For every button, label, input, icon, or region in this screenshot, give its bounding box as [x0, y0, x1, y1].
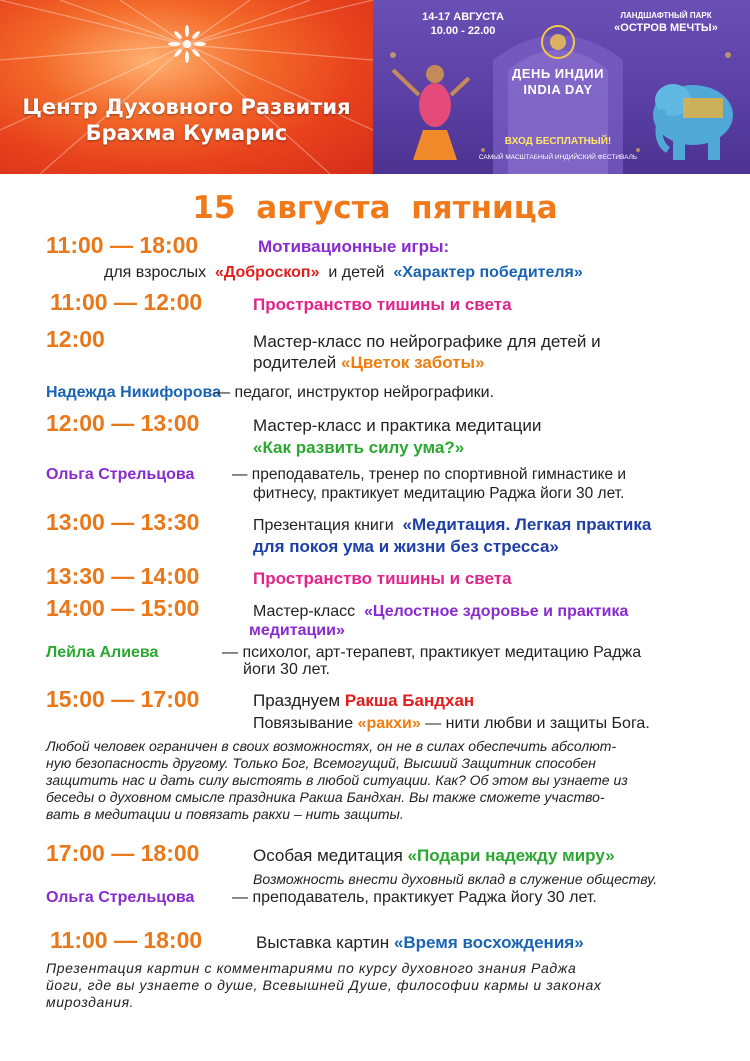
host-description: — преподаватель, практикует Раджа йогу 30 лет. [232, 889, 597, 906]
host-name: Ольга Стрельцова [46, 889, 195, 906]
paragraph-line: защитить нас и дать силу выстоять в любой ситуации. Как? Об этом вы узнаете из [46, 772, 628, 788]
poster-title [473, 66, 643, 98]
lotus-star-logo-icon [167, 24, 207, 64]
text-segment: Мастер-класс [253, 603, 356, 620]
host-description: йоги 30 лет. [243, 661, 330, 678]
text-segment: — нити любви и защиты Бога. [425, 715, 650, 732]
event-description [253, 714, 650, 734]
event-title: «Цветок заботы» [341, 353, 485, 372]
event-time: 13:00 — 13:30 [46, 509, 200, 535]
event-title: «Время восхождения» [393, 933, 584, 952]
text-segment: Презентация книги [253, 517, 394, 534]
event-time: 11:00 — 18:00 [50, 927, 203, 953]
event-title: Пространство тишины и света [253, 569, 512, 588]
text-segment: Особая медитация [253, 846, 403, 865]
paragraph-line: йоги, где вы узнаете о душе, Всевышней Душе, философии кармы и законах [46, 977, 602, 993]
event-paragraph [46, 738, 718, 823]
org-name-line2: Брахма Кумарис [85, 121, 288, 145]
poster-venue [596, 11, 736, 35]
event-time: 11:00 — 18:00 [46, 232, 199, 258]
event-title: «Медитация. Легкая практика [402, 515, 652, 534]
event-time: 15:00 — 17:00 [46, 686, 200, 712]
paragraph-line: мироздания. [46, 994, 135, 1010]
host-name: Лейла Алиева [46, 644, 159, 661]
event-description [253, 846, 615, 866]
event-description [253, 353, 485, 373]
event-time: 17:00 — 18:00 [46, 840, 200, 866]
event-paragraph [46, 960, 718, 1011]
elephant-figure [653, 84, 733, 160]
event-title: для покоя ума и жизни без стресса» [253, 537, 559, 556]
paragraph-line: Любой человек ограничен в своих возможностях, он не в силах обеспечить абсолют- [46, 738, 617, 754]
paragraph-line: Презентация картин с комментариями по курсу духовного знания Раджа [46, 960, 577, 976]
event-title: Пространство тишины и света [253, 295, 512, 314]
event-description [253, 515, 651, 536]
text-segment: для взрослых [104, 264, 207, 281]
poster-hours: 10.00 - 22.00 [430, 25, 496, 37]
org-name-line1: Центр Духовного Развития [22, 95, 351, 119]
event-description: Мастер-класс и практика медитации [253, 416, 542, 435]
page-title: 15 августа пятница [192, 190, 558, 226]
poster-dates [403, 10, 523, 38]
event-time: 14:00 — 15:00 [46, 595, 200, 621]
event-title: Мотивационные игры: [258, 237, 450, 256]
event-description [253, 602, 628, 622]
host-description: — преподаватель, тренер по спортивной гимнастике и [232, 466, 627, 483]
paragraph-line: ную безопасность другому. Только Бог, Всемогущий, Высший Защитник способен [46, 755, 596, 771]
host-name: Надежда Никифорова [46, 384, 222, 401]
event-time: 12:00 — 13:00 [46, 410, 200, 436]
rakhi-term: «ракхи» [357, 715, 421, 732]
paragraph-line: беседы о духовном смысле праздника Ракша Бандхан. Вы также сможете участво- [46, 789, 605, 805]
event-description: Мастер-класс по нейрографике для детей и [253, 332, 601, 351]
host-name: Ольга Стрельцова [46, 466, 195, 483]
event-time: 11:00 — 12:00 [50, 289, 203, 315]
event-time: 13:30 — 14:00 [46, 563, 200, 589]
host-description: — педагог, инструктор нейрографики. [214, 384, 495, 401]
event-title: «Как развить силу ума?» [253, 438, 465, 457]
poster-venue-type: ЛАНДШАФТНЫЙ ПАРК [620, 11, 712, 20]
brahma-kumaris-banner [0, 0, 373, 174]
event-title: «Целостное здоровье и практика [363, 603, 629, 620]
poster-date-range: 14-17 АВГУСТА [422, 11, 504, 23]
event-description [256, 933, 584, 953]
header-banner [0, 0, 750, 174]
event-note: Возможность внести духовный вклад в служение обществу. [253, 871, 658, 887]
host-description: — психолог, арт-терапевт, практикует медитацию Раджа [222, 644, 642, 661]
india-day-poster [373, 0, 750, 174]
poster-subtitle: САМЫЙ МАСШТАБНЫЙ ИНДИЙСКИЙ ФЕСТИВАЛЬ [478, 154, 638, 161]
text-segment: Выставка картин [256, 933, 390, 952]
text-segment: Повязывание [253, 715, 354, 732]
text-segment: родителей [253, 353, 337, 372]
event-description [104, 263, 583, 283]
event-title: медитации» [249, 622, 345, 639]
paragraph-line: вать в медитации и повязать ракхи – нить защиты. [46, 806, 404, 822]
game-name: «Доброскоп» [214, 264, 320, 281]
text-segment: и детей [328, 264, 385, 281]
poster-free-entry: ВХОД БЕСПЛАТНЫЙ! [504, 136, 612, 147]
event-time: 12:00 [46, 326, 105, 352]
event-title: Ракша Бандхан [344, 691, 475, 710]
event-title: «Подари надежду миру» [407, 846, 615, 865]
event-description [253, 691, 474, 711]
poster-title-ru: ДЕНЬ ИНДИИ [512, 66, 604, 81]
poster-venue-name: «ОСТРОВ МЕЧТЫ» [614, 22, 718, 34]
dancer-figure [393, 65, 469, 160]
host-description: фитнесу, практикует медитацию Раджа йоги 30 лет. [253, 485, 625, 502]
poster-title-en: INDIA DAY [523, 82, 593, 97]
game-name: «Характер победителя» [393, 264, 583, 281]
text-segment: Празднуем [253, 691, 341, 710]
